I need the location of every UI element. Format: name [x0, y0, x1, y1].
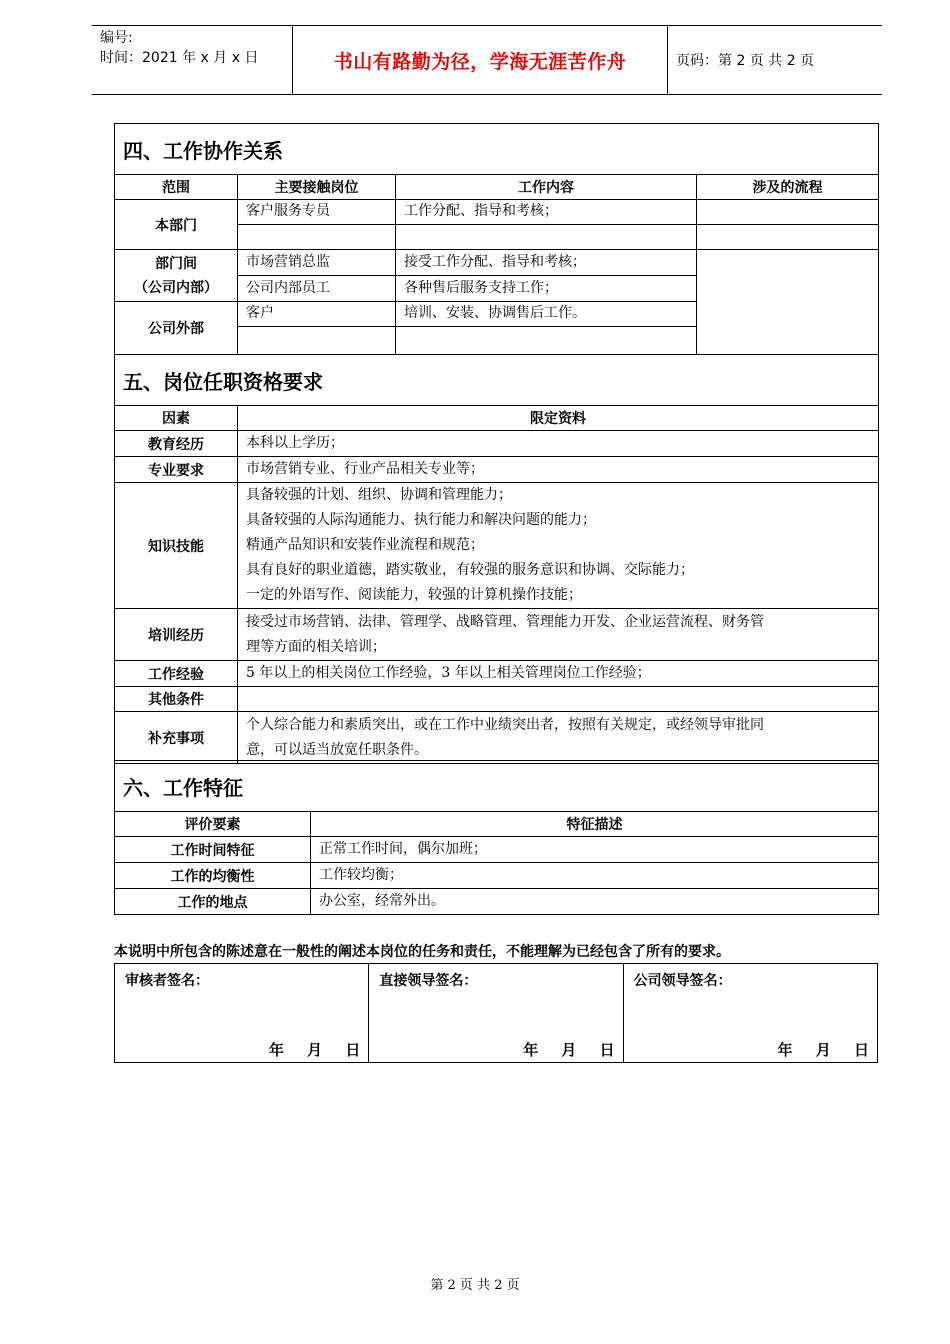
page-footer: 第 2 页 共 2 页: [430, 1278, 520, 1293]
table-cell: [238, 687, 879, 712]
row-label: 工作时间特征: [115, 837, 311, 863]
collaboration-table: [114, 123, 879, 355]
signature-company-leader: [624, 964, 877, 1062]
section-title: 六、工作特征: [115, 761, 879, 812]
disclaimer: 本说明中所包含的陈述意在一般性的阐述本岗位的任务和责任，不能理解为已经包含了所有的要求。: [114, 944, 730, 960]
skill-line: 具备较强的人际沟通能力、执行能力和解决问题的能力；: [246, 512, 596, 528]
row-label: 工作的均衡性: [115, 863, 311, 889]
table-cell: [697, 200, 879, 225]
table-cell: [697, 225, 879, 250]
row-label: 公司外部: [115, 302, 238, 355]
qualification-table: [114, 354, 879, 764]
signature-date: 年 月 日: [523, 1041, 615, 1059]
text-line: 意，可以适当放宽任职条件。: [246, 741, 428, 758]
signature-label: 公司领导签名：: [633, 973, 732, 989]
row-label: 知识技能: [115, 483, 238, 609]
col-header: 特征描述: [311, 812, 879, 837]
table-cell: 客户服务专员: [238, 200, 396, 225]
table-cell: 本科以上学历；: [238, 431, 879, 457]
table-cell: 办公室，经常外出。: [311, 889, 879, 915]
signature-label: 审核者签名：: [125, 973, 209, 989]
table-cell: [396, 225, 697, 250]
col-header: 涉及的流程: [697, 175, 879, 200]
col-header: 限定资料: [238, 406, 879, 431]
row-label: [115, 250, 238, 302]
header-motto: 书山有路勤为径，学海无涯苦作舟: [292, 26, 668, 94]
col-header: 范围: [115, 175, 238, 200]
table-cell: [697, 250, 879, 355]
table-cell: 接受工作分配、指导和考核；: [396, 250, 697, 276]
table-cell: 公司内部员工: [238, 276, 396, 302]
col-header: 评价要素: [115, 812, 311, 837]
signature-reviewer: [115, 964, 369, 1062]
row-label: 本部门: [115, 200, 238, 250]
page-header: [92, 25, 882, 95]
doc-time-label: 时间：2021 年 x 月 x 日: [100, 50, 259, 66]
table-cell: 市场营销总监: [238, 250, 396, 276]
table-cell: [396, 327, 697, 355]
table-cell: 工作较均衡；: [311, 863, 879, 889]
col-header: 主要接触岗位: [238, 175, 396, 200]
row-label: 其他条件: [115, 687, 238, 712]
table-cell: [238, 483, 879, 609]
table-cell: 正常工作时间，偶尔加班；: [311, 837, 879, 863]
col-header: 因素: [115, 406, 238, 431]
job-feature-table: [114, 760, 879, 915]
row-label: 专业要求: [115, 457, 238, 483]
signature-date: 年 月 日: [777, 1041, 869, 1059]
row-label-line: 部门间: [155, 255, 197, 272]
table-cell: 市场营销专业、行业产品相关专业等；: [238, 457, 879, 483]
table-cell: [238, 327, 396, 355]
row-label: 工作经验: [115, 661, 238, 687]
row-label: 教育经历: [115, 431, 238, 457]
row-label: 培训经历: [115, 609, 238, 661]
table-cell: 客户: [238, 302, 396, 327]
text-line: 理等方面的相关培训；: [246, 638, 386, 655]
table-cell: 工作分配、指导和考核；: [396, 200, 697, 225]
table-cell: [238, 225, 396, 250]
row-label: 补充事项: [115, 712, 238, 764]
text-line: 个人综合能力和素质突出，或在工作中业绩突出者，按照有关规定，或经领导审批同: [246, 716, 764, 733]
section-title: 五、岗位任职资格要求: [115, 355, 879, 406]
header-meta: [100, 28, 258, 68]
table-cell: [238, 712, 879, 764]
header-page-number: 页码：第 2 页 共 2 页: [676, 53, 815, 69]
col-header: 工作内容: [396, 175, 697, 200]
doc-number-label: 编号:: [100, 30, 133, 46]
signature-direct-leader: [369, 964, 623, 1062]
table-cell: [238, 609, 879, 661]
skill-line: 具有良好的职业道德，踏实敬业，有较强的服务意识和协调、交际能力；: [246, 562, 694, 578]
table-cell: 5 年以上的相关岗位工作经验，3 年以上相关管理岗位工作经验；: [238, 661, 879, 687]
row-label: 工作的地点: [115, 889, 311, 915]
text-line: 接受过市场营销、法律、管理学、战略管理、管理能力开发、企业运营流程、财务管: [246, 613, 764, 630]
skill-line: 精通产品知识和安装作业流程和规范；: [246, 537, 484, 553]
section-title: 四、工作协作关系: [115, 124, 879, 175]
signature-label: 直接领导签名：: [379, 973, 478, 989]
skill-line: 具备较强的计划、组织、协调和管理能力；: [246, 487, 512, 503]
signature-block: [114, 963, 878, 1063]
table-cell: 培训、安装、协调售后工作。: [396, 302, 697, 327]
table-cell: 各种售后服务支持工作；: [396, 276, 697, 302]
row-label-line: （公司内部）: [134, 279, 218, 296]
signature-date: 年 月 日: [268, 1041, 361, 1059]
skill-line: 一定的外语写作、阅读能力，较强的计算机操作技能；: [246, 587, 582, 603]
